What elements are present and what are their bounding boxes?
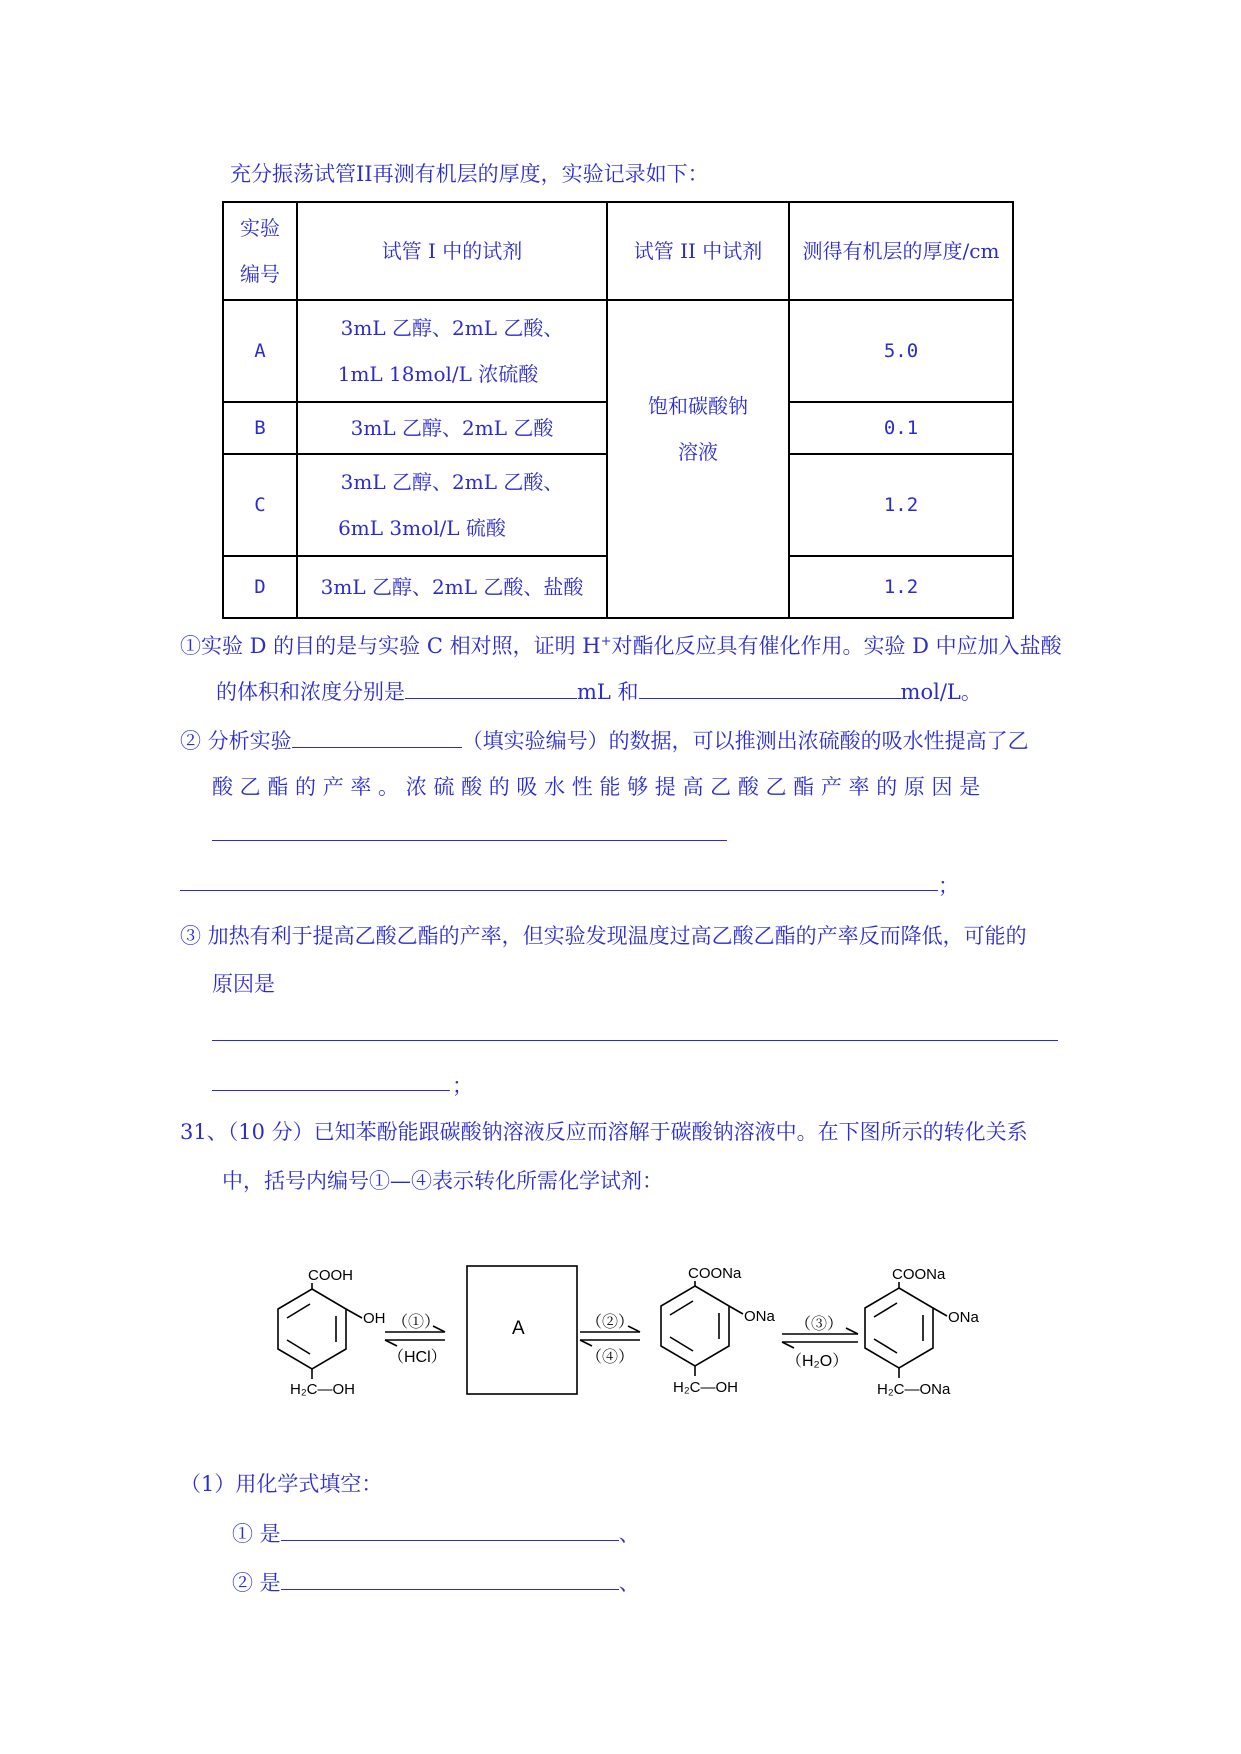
row-a-reagent-line2: 1mL 18mol/L 浓硫酸: [337, 362, 539, 386]
m1-side: OH: [363, 1310, 386, 1327]
q1-text-b: 对酯化反应具有催化作用。实验 D 中应加入盐酸: [611, 634, 1062, 658]
m3-side: ONa: [948, 1309, 979, 1326]
part1-a-label: ① 是: [232, 1522, 281, 1546]
tube2-line2: 溶液: [678, 440, 718, 464]
part1-title: （1）用化学式填空：: [180, 1472, 383, 1496]
row-b-reagent: 3mL 乙醇、2mL 乙酸: [296, 401, 608, 455]
tube2-line1: 饱和碳酸钠: [648, 394, 748, 418]
header-tube1: 试管 I 中的试剂: [296, 201, 608, 301]
q2-end: ；: [938, 874, 959, 898]
q1-unit2: mol/L。: [900, 680, 982, 704]
row-b-id: B: [222, 401, 298, 455]
q1-line2-text: 的体积和浓度分别是: [216, 680, 405, 704]
q31-line2: 中，括号内编号①—④表示转化所需化学试剂：: [222, 1169, 663, 1193]
part1-a-sep: 、: [618, 1522, 640, 1546]
m3-top: COONa: [892, 1266, 946, 1283]
row-a-id: A: [222, 299, 298, 403]
m3-bottom: H₂C—ONa: [877, 1381, 951, 1398]
row-d-id: D: [222, 555, 298, 619]
row-c-thickness: 1.2: [788, 453, 1014, 557]
part1-b: [232, 1567, 640, 1597]
q3-line1: ③ 加热有利于提高乙酸乙酯的产率，但实验发现温度过高乙酸乙酯的产率反而降低，可能的: [180, 924, 1027, 948]
box-label: A: [512, 1318, 525, 1339]
arrow1-bottom: （HCl）: [388, 1349, 447, 1366]
q2-line2: 酸 乙 酯 的 产 率 。 浓 硫 酸 的 吸 水 性 能 够 提 高 乙 酸 乙 酯 产 率 的 原 因 是: [212, 775, 981, 799]
q1-unit1: mL 和: [577, 680, 639, 704]
row-d-reagent: 3mL 乙醇、2mL 乙酸、盐酸: [296, 555, 608, 619]
m2-side: ONa: [744, 1308, 775, 1325]
m1-bottom: H₂C—OH: [290, 1381, 355, 1398]
part1-b-label: ② 是: [232, 1571, 281, 1595]
row-c-id: C: [222, 453, 298, 557]
header-thickness: 测得有机层的厚度/cm: [788, 201, 1014, 301]
m2-top: COONa: [688, 1265, 742, 1282]
q1-sup: +: [600, 634, 612, 649]
arrow3-top: （③）: [795, 1316, 844, 1333]
intro-text: 充分振荡试管II再测有机层的厚度，实验记录如下：: [230, 162, 709, 186]
row-b-thickness: 0.1: [788, 401, 1014, 455]
header-id-line1: 实验: [240, 216, 280, 240]
q3-line2: 原因是: [212, 972, 275, 996]
row-c-reagent-line2: 6mL 3mol/L 硫酸: [338, 516, 506, 540]
row-a-thickness: 5.0: [788, 299, 1014, 403]
arrow1-top: （①）: [392, 1314, 441, 1331]
q3-end: ；: [452, 1074, 473, 1098]
arrow2-bottom: （④）: [586, 1349, 635, 1366]
row-c-reagent-line1: 3mL 乙醇、2mL 乙酸、: [340, 470, 564, 494]
header-tube2: 试管 II 中试剂: [606, 201, 790, 301]
arrow3-bottom: （H₂O）: [786, 1353, 849, 1370]
part1-b-sep: 、: [618, 1571, 640, 1595]
q2-text-a: ② 分析实验: [180, 729, 292, 753]
q2-text-b: （填实验编号）的数据，可以推测出浓硫酸的吸水性提高了乙: [461, 729, 1029, 753]
part1-a: [232, 1518, 640, 1548]
arrow2-top: （②）: [586, 1314, 635, 1331]
part1-b-blank[interactable]: [281, 1567, 619, 1590]
row-d-thickness: 1.2: [788, 555, 1014, 619]
row-a-reagent-line1: 3mL 乙醇、2mL 乙酸、: [340, 316, 564, 340]
m1-top: COOH: [308, 1267, 353, 1284]
q31-line1: 31、（10 分）已知苯酚能跟碳酸钠溶液反应而溶解于碳酸钠溶液中。在下图所示的转化关系: [180, 1120, 1028, 1144]
part1-a-blank[interactable]: [281, 1518, 619, 1541]
m2-bottom: H₂C—OH: [673, 1379, 738, 1396]
header-id-line2: 编号: [240, 262, 280, 286]
q1-text-a: ①实验 D 的目的是与实验 C 相对照，证明 H: [180, 634, 601, 658]
